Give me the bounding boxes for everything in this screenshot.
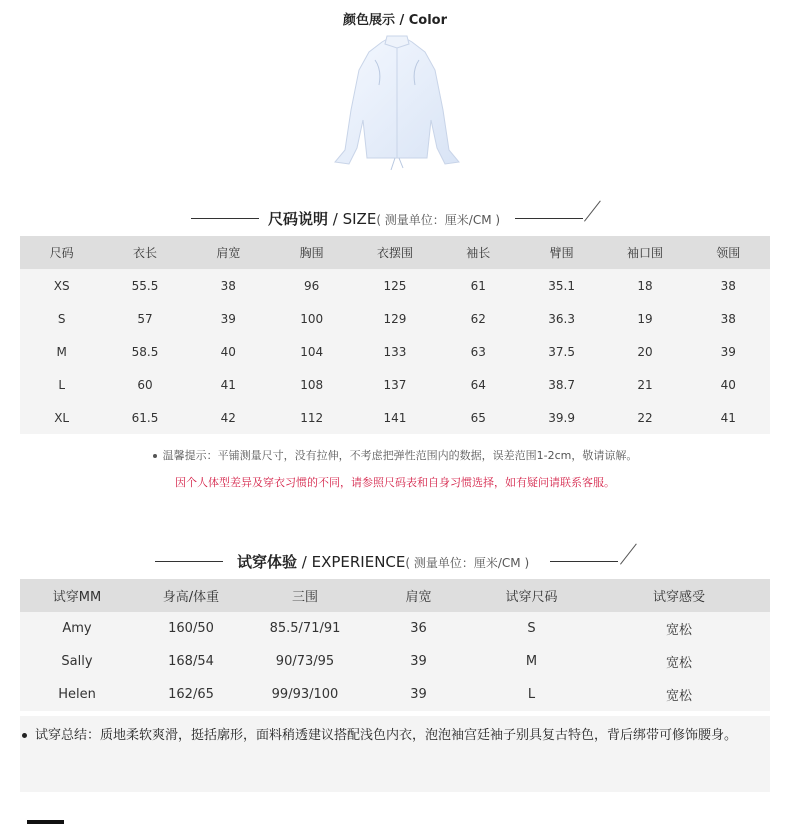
- size-cell: L: [58, 377, 65, 392]
- experience-cell: 160/50: [168, 621, 214, 636]
- size-cell: 22: [637, 410, 653, 425]
- size-cell: 63: [470, 344, 486, 359]
- color-section-title: 颜色展示 / Color: [342, 13, 448, 28]
- size-cell: 104: [300, 344, 324, 359]
- size-cell: 108: [300, 377, 324, 392]
- experience-unit: ( 测量单位：厘米/CM ): [405, 556, 530, 570]
- experience-section-title: [237, 551, 529, 572]
- size-cell: 58.5: [131, 344, 159, 359]
- header-slash: [584, 201, 601, 222]
- fitting-summary: [20, 716, 770, 792]
- size-table-header-row: [20, 236, 770, 269]
- product-image: [327, 30, 467, 170]
- size-cell: 39: [220, 311, 236, 326]
- size-unit: ( 测量单位：厘米/CM ): [376, 213, 501, 227]
- size-cell: 37.5: [548, 344, 575, 359]
- size-header-cell: 衣摆围: [353, 236, 436, 269]
- experience-cell: Amy: [62, 621, 92, 636]
- size-cell: 112: [300, 410, 324, 425]
- size-cell: 20: [637, 344, 653, 359]
- size-cell: 19: [637, 311, 653, 326]
- experience-table: [20, 579, 770, 711]
- header-line-right: [550, 561, 618, 562]
- size-cell: 137: [383, 377, 407, 392]
- size-cell: 38.7: [548, 377, 575, 392]
- size-cell: 96: [304, 278, 320, 293]
- experience-title-cn: 试穿体验: [237, 553, 298, 571]
- size-cell: 41: [220, 377, 236, 392]
- table-row: [20, 401, 770, 434]
- experience-cell: 39: [410, 687, 427, 702]
- size-cell: 40: [720, 377, 736, 392]
- header-slash: [620, 544, 637, 565]
- experience-cell: S: [527, 621, 536, 636]
- header-line-right: [515, 218, 583, 219]
- experience-cell: Sally: [61, 654, 93, 669]
- size-cell: 35.1: [548, 278, 575, 293]
- size-section-header: [0, 205, 790, 235]
- experience-cell: 99/93/100: [271, 687, 339, 702]
- experience-cell: 宽松: [665, 656, 692, 671]
- size-cell: 42: [220, 410, 236, 425]
- experience-cell: 90/73/95: [275, 654, 335, 669]
- size-title-en: / SIZE: [328, 210, 377, 228]
- size-cell: 38: [220, 278, 236, 293]
- experience-header-cell: 试穿MM: [20, 579, 134, 612]
- size-cell: M: [56, 344, 67, 359]
- size-tip: [0, 447, 790, 463]
- size-cell: 100: [300, 311, 324, 326]
- experience-cell: M: [525, 654, 538, 669]
- header-line-left: [155, 561, 223, 562]
- experience-cell: L: [527, 687, 536, 702]
- size-cell: 18: [637, 278, 653, 293]
- size-header-cell: 袖长: [437, 236, 520, 269]
- size-cell: 133: [383, 344, 407, 359]
- size-cell: 60: [137, 377, 153, 392]
- experience-header-cell: 试穿感受: [588, 579, 770, 612]
- size-cell: 61: [470, 278, 486, 293]
- size-cell: 62: [470, 311, 486, 326]
- experience-cell: 36: [410, 621, 427, 636]
- size-header-cell: 臂围: [520, 236, 603, 269]
- experience-section-header: [0, 548, 790, 578]
- header-line-left: [191, 218, 259, 219]
- experience-cell: 39: [410, 654, 427, 669]
- experience-header-cell: 试穿尺码: [475, 579, 588, 612]
- experience-cell: 162/65: [168, 687, 214, 702]
- experience-cell: 宽松: [665, 689, 692, 704]
- size-cell: 61.5: [131, 410, 159, 425]
- size-cell: S: [57, 311, 66, 326]
- size-header-cell: 袖口围: [603, 236, 686, 269]
- table-row: [20, 368, 770, 401]
- size-cell: XS: [53, 278, 70, 293]
- size-cell: 57: [137, 311, 153, 326]
- size-cell: 38: [720, 311, 736, 326]
- size-tip-text: 温馨提示：平铺测量尺寸，没有拉伸，不考虑把弹性范围内的数据，误差范围1-2cm，敬请谅解。: [162, 449, 638, 462]
- blouse-illustration: [327, 30, 467, 170]
- experience-table-header-row: [20, 579, 770, 612]
- experience-cell: 168/54: [168, 654, 214, 669]
- size-header-cell: 领围: [687, 236, 770, 269]
- experience-header-cell: 肩宽: [362, 579, 475, 612]
- fitting-summary-text: 试穿总结：质地柔软爽滑，挺括廓形，面料稍透建议搭配浅色内衣，泡泡袖宫廷袖子别具复古特色，背后绑带可修饰腰身。: [35, 728, 738, 743]
- size-cell: 64: [470, 377, 486, 392]
- experience-cell: 宽松: [665, 623, 692, 638]
- size-cell: 36.3: [548, 311, 575, 326]
- table-row: [20, 302, 770, 335]
- experience-cell: Helen: [58, 687, 96, 702]
- table-row: [20, 269, 770, 302]
- size-cell: 21: [637, 377, 653, 392]
- size-cell: 39.9: [548, 410, 575, 425]
- size-cell: 39: [720, 344, 736, 359]
- size-header-cell: 尺码: [20, 236, 103, 269]
- bullet-icon: [153, 454, 157, 458]
- size-header-cell: 肩宽: [187, 236, 270, 269]
- table-row: [20, 678, 770, 711]
- size-cell: 129: [383, 311, 407, 326]
- size-cell: 141: [383, 410, 407, 425]
- table-row: [20, 335, 770, 368]
- experience-header-cell: 身高/体重: [134, 579, 248, 612]
- experience-title-en: / EXPERIENCE: [297, 553, 406, 571]
- table-row: [20, 612, 770, 645]
- bottom-divider-bar: [27, 820, 64, 824]
- size-cell: 65: [470, 410, 486, 425]
- size-cell: XL: [54, 410, 70, 425]
- size-cell: 38: [720, 278, 736, 293]
- size-cell: 40: [220, 344, 236, 359]
- size-cell: 55.5: [131, 278, 159, 293]
- size-title-cn: 尺码说明: [268, 210, 329, 228]
- size-warning: 因个人体型差异及穿衣习惯的不同，请参照尺码表和自身习惯选择，如有疑问请联系客服。: [175, 476, 615, 489]
- size-header-cell: 胸围: [270, 236, 353, 269]
- size-cell: 41: [720, 410, 736, 425]
- size-section-title: [268, 208, 500, 229]
- size-table: [20, 236, 770, 434]
- experience-cell: 85.5/71/91: [269, 621, 341, 636]
- bullet-icon: [22, 733, 27, 738]
- size-header-cell: 衣长: [103, 236, 186, 269]
- experience-header-cell: 三围: [248, 579, 362, 612]
- table-row: [20, 645, 770, 678]
- size-cell: 125: [383, 278, 407, 293]
